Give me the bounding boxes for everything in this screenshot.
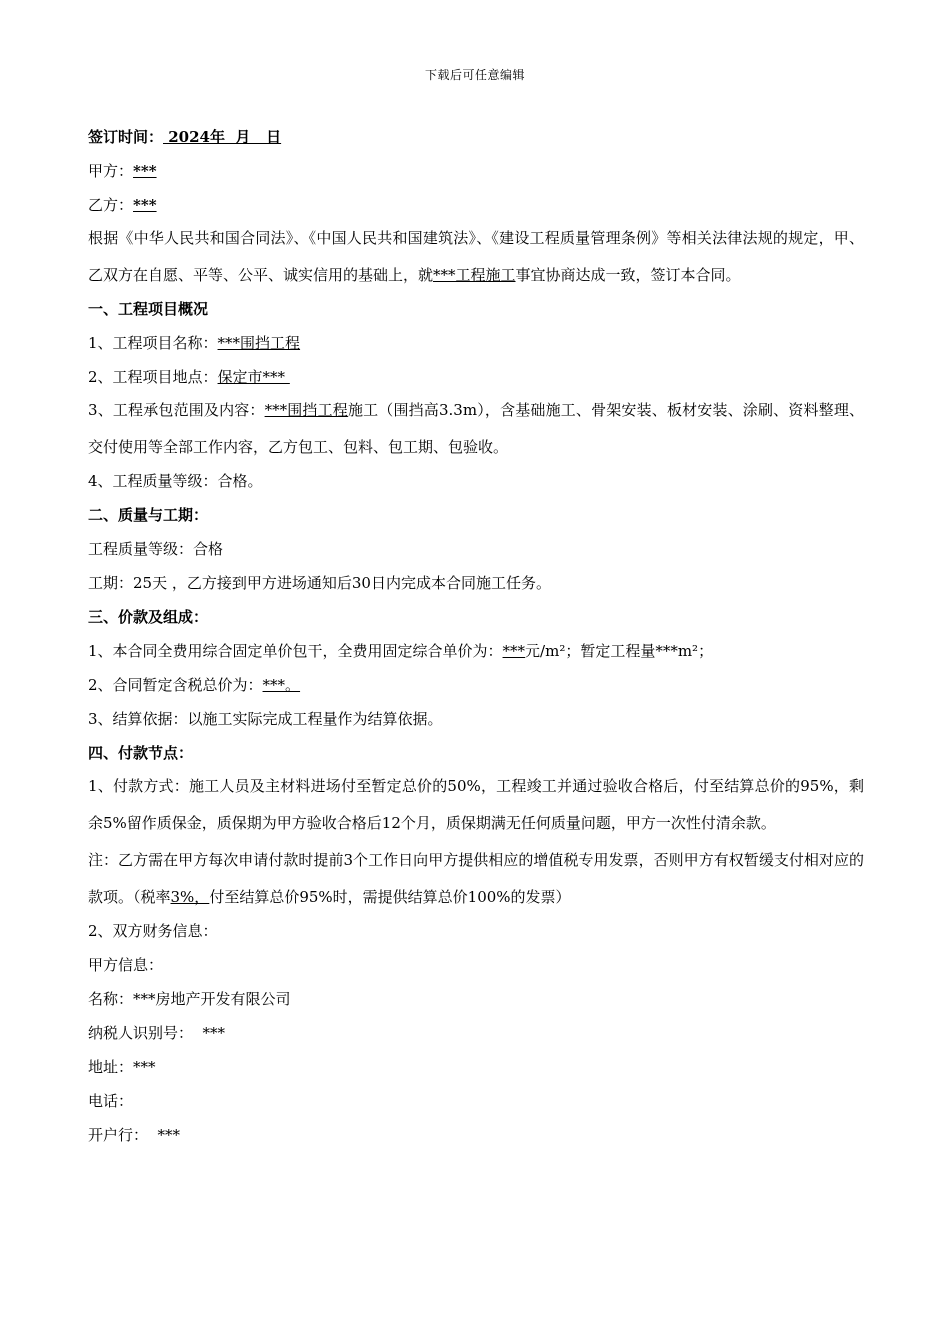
price-label: 1、本合同全费用综合固定单价包干，全费用固定综合单价为： [88,642,503,660]
bank: 开户行： *** [88,1126,181,1144]
intro-text-pre: 根据《中华人民共和国合同法》、《中国人民共和国建筑法》、《建设工程质量管理条例》等相关法律法规的规定，甲、乙双方在自愿、平等、公平、诚实信用的基础上，就 [88,229,864,284]
intro-text-post: 事宜协商达成一致，签订本合同。 [515,266,741,284]
note-text-pre: 注：乙方需在甲方每次申请付款时提前3个工作日向甲方提供相应的增值税专用发票，否则甲方有权暂缓支付相对应的款项。（税率 [88,851,864,906]
party-a-value: *** [133,162,157,180]
party-a-info-label: 甲方信息： [88,956,164,974]
party-b-label: 乙方： [88,196,134,214]
item-2-value: 保定市*** [217,368,290,386]
price-rest: 元/m²；暂定工程量***m²； [525,642,714,660]
item-1-value: ***围挡工程 [217,334,301,352]
finance-info-title: 2、双方财务信息： [88,922,218,940]
tax-rate: 3%， [170,888,210,906]
total-price-label: 2、合同暂定含税总价为： [88,676,263,694]
payment-method-paragraph: 1、付款方式：施工人员及主材料进场付至暂定总价的50%，工程竣工并通过验收合格后，付至结算总价的95%，剩余5%留作质保金，质保期为甲方验收合格后12个月，质保期满无任何质量问题，甲方一次性付清余款。 [88,777,864,832]
address: 地址：*** [88,1058,156,1076]
section-2-title: 二、质量与工期： [88,506,209,524]
invoice-note-paragraph [88,842,864,916]
sign-date-line [88,124,864,158]
section-2-quality: 工程质量等级：合格 [88,540,224,558]
item-2-label: 2、工程项目地点： [88,368,218,386]
section-1-item-1 [88,330,864,364]
header-note: 下载后可任意编辑 [424,68,525,82]
sign-date-value: 2024年 月 日 [163,128,282,146]
intro-paragraph [88,220,864,294]
contract-body [88,124,864,1156]
section-1-item-3 [88,392,864,466]
tax-id: 纳税人识别号： *** [88,1024,226,1042]
section-3-item-2 [88,672,864,706]
note-text-post: 付至结算总价95%时，需提供结算总价100%的发票） [209,888,571,906]
item-3-label: 3、工程承包范围及内容： [88,401,265,419]
section-3-title: 三、价款及组成： [88,608,209,626]
party-b-value: *** [133,196,157,214]
party-a-label: 甲方： [88,162,134,180]
section-3-item-3: 3、结算依据：以施工实际完成工程量作为结算依据。 [88,710,443,728]
intro-project: ***工程施工 [433,266,516,284]
unit-price: *** [502,642,526,660]
section-3-item-1 [88,638,864,672]
section-1-item-4: 4、工程质量等级：合格。 [88,472,263,490]
item-1-label: 1、工程项目名称： [88,334,218,352]
sign-date-label: 签订时间： [88,128,164,146]
item-3-value: ***围挡工程 [264,401,348,419]
section-4-title: 四、付款节点： [88,744,194,762]
company-name: 名称：***房地产开发有限公司 [88,990,291,1008]
section-1-title: 一、工程项目概况 [88,300,209,318]
total-price-value: ***。 [262,676,301,694]
phone: 电话： [88,1092,134,1110]
party-a-line [88,158,864,192]
section-2-duration: 工期：25天 ，乙方接到甲方进场通知后30日内完成本合同施工任务。 [88,574,551,592]
item-3-rest: 施工（围挡高3.3m），含基础施工、骨架安装、板材安装、涂刷、资料整理、交付使用等全部工作内容，乙方包工、包料、包工期、包验收。 [88,401,864,456]
